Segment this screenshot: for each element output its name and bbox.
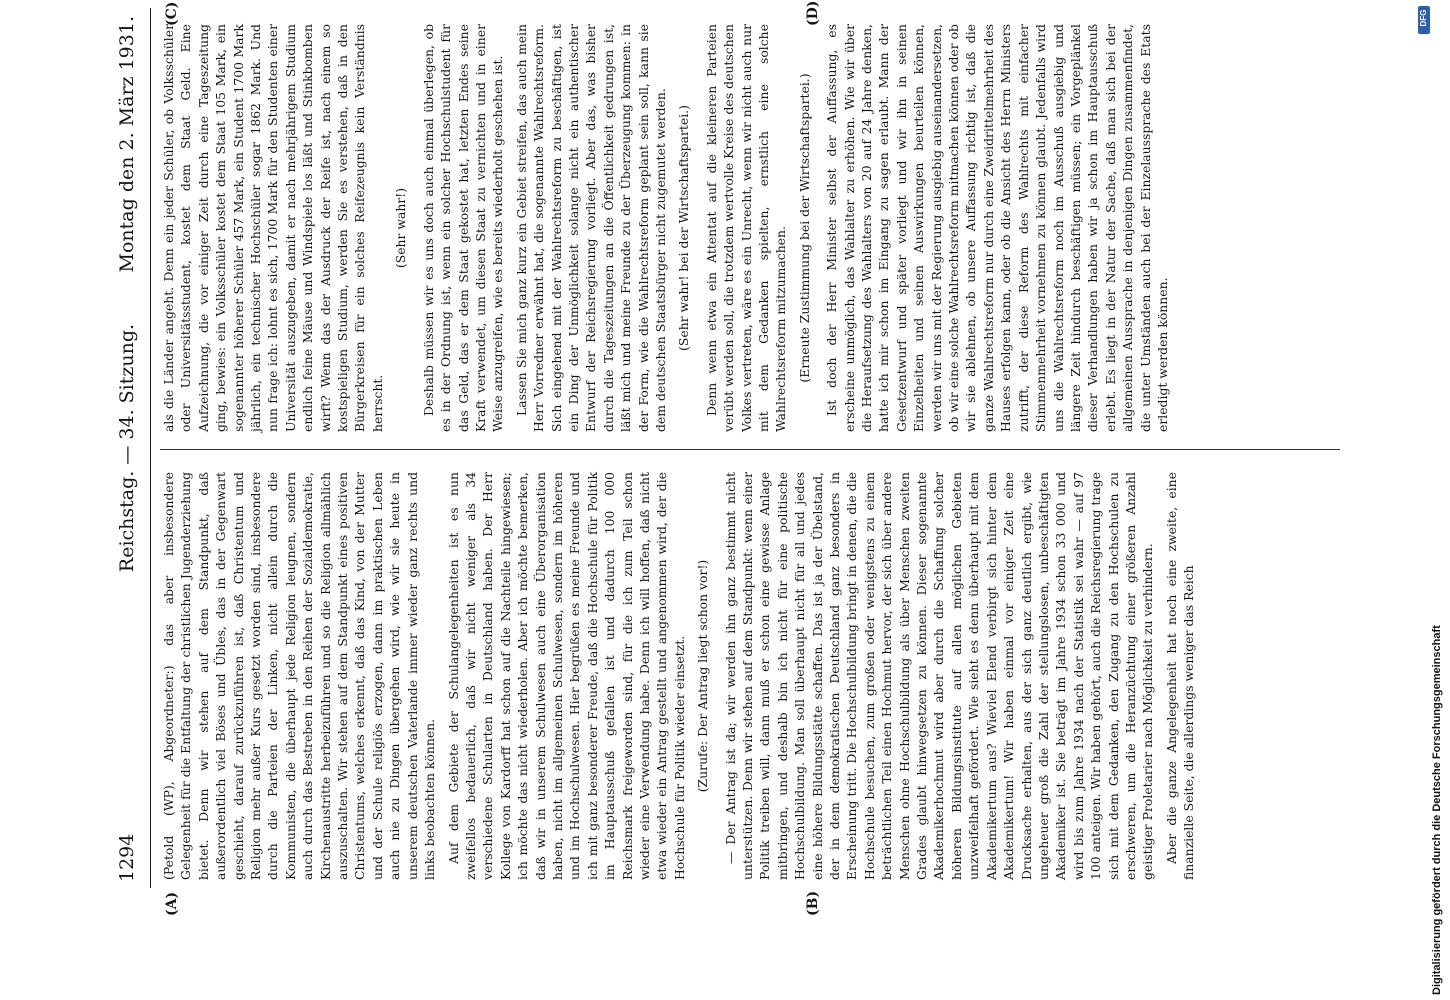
- funding-note: Digitalisierung gefördert durch die Deutsche Forschungsgemeinschaft: [1431, 625, 1443, 995]
- paragraph: Deshalb müssen wir es uns doch auch einmal überlegen, ob es in der Ordnung ist, wenn ein solcher Hochschulstudent für das Geld, das er dem Staat gekostet hat, letzten Endes seine Kraft verwendet, um diesen Staat zu vernichten und in einer Weise anzugreifen, wie es bereits wiederholt geschehen ist.: [420, 24, 506, 432]
- margin-mark-a: (A): [164, 891, 180, 916]
- rotated-document: [110, 0, 1350, 916]
- margin-mark-d: (D): [805, 0, 821, 26]
- paragraph: — Der Antrag ist da; wir werden ihn ganz bestimmt nicht unterstützen. Denn wir stehen auf dem Standpunkt: wenn einer Politik treiben will, dann muß er schon eine gewisse Anlage mitbringen, und deshalb bin ich nicht für eine politische Hochschulbildung. Man soll überhaupt nicht für all und jedes eine höhere Bildungsstätte schaffen. Das ist ja der Übelstand, der in dem demokratischen Deutschland ganz besonders in Erscheinung tritt. Die Hochschulbildung bringt in denen, die die Hochschule besuchen, zum großen oder wenigstens zu einem beträchtlichen Teil einen Hochmut hervor, der sich über andere Menschen ohne Hochschulbildung als über Menschen zweiten Grades glaubt hinwegsetzen zu können. Dieser sogenannte Akademikerhochmut wird aber durch die Schaffung solcher höheren Bildungsinstitute auf allen möglichen Gebieten unzweifelhaft gefördert. Wie sieht es denn überhaupt mit dem Akademikertum aus? Wieviel Elend verbirgt sich hinter dem Akademikertum! Wir haben einmal vor einiger Zeit eine Drucksache erhalten, aus der sich ganz deutlich ergibt, wie ungeheuer groß die Zahl der stellungslosen, unbeschäftigten Akademiker ist. Sie beträgt im Jahre 1934 schon 33 000 und wird bis zum Jahre 1934 nach der Statistik sei wahr — auf 97 100 anteigen. Wir haben gehört, auch die Reichsregierung trage sich mit dem Gedanken, den Zugang zu den Hochschulen zu erschweren, um die Heranzüchtung einer größeren Anzahl geistiger Proletarier nach Möglichkeit zu verhindern.: [722, 472, 1156, 880]
- paragraph: Ist doch der Herr Minister selbst der Auffassung, es erscheine unmöglich, das Wahlalter zu erhöhen. Wie wir über die Heraufsetzung des Wahlalters von 20 auf 24 Jahre denken, hatte ich mir schon im Eingang zu sagen erlaubt. Mann der Gesetzentwurf und später vorliegt und wir ihn in seinen Einzelheiten und seinen Auswirkungen beurteilen können, werden wir uns mit der Regierung ausgiebig auseinandersetzen, ob wir eine solche Wahlrechtsreform mitmachen können oder ob wir sie ablehnen, ob unsere Auffassung richtig ist, daß die ganze Wahlrechtsreform nur durch eine Zweidrittelmehrheit des Hauses erfolgen kann, oder ob die Ansicht des Herrn Ministers zutrifft, der diese Reform des Wahlrechts mit einfacher Stimmenmehrheit vornehmen zu können glaubt. Jedenfalls wird uns die Wahlrechtsreform noch im Ausschuß ausgiebig und längere Zeit hindurch beschäftigen müssen; ein Vorgeplänkel dieser Verhandlungen haben wir ja schon im Hauptausschuß erlebt. Es liegt in der Natur der Sache, daß man sich bei der allgemeinen Aussprache in denjenigen Dingen zusammenfindet, die unter Umständen auch bei der Einzelaussprache des Etats erledigt werden können.: [824, 24, 1170, 432]
- interjection: (Erneute Zustimmung bei der Wirtschaftspartei.): [796, 73, 812, 383]
- dfg-logo-text: DFG: [1419, 9, 1428, 27]
- paragraph: Aber die ganze Angelegenheit hat noch eine zweite, eine finanzielle Seite, die allerdings weniger das Reich: [1163, 472, 1197, 880]
- column-divider: [160, 449, 1340, 450]
- paragraph: Denn wenn etwa ein Attentat auf die kleineren Parteien verübt werden soll, die trotzdem wertvolle Kreise des deutschen Volkes vertreten, wäre es ein Unrecht, wenn wir nicht auch nur mit dem Gedanken spielten, ernstlich eine solche Wahlrechtsreform mitzumachen.: [703, 24, 789, 432]
- left-column: [160, 472, 1340, 880]
- dfg-logo-icon: [1418, 6, 1430, 34]
- margin-mark-c: (C): [164, 1, 180, 26]
- interjection: (Sehr wahr! bei der Wirtschaftspartei.): [676, 105, 692, 351]
- page-number: 1294: [116, 833, 138, 882]
- right-column: [160, 24, 1340, 432]
- interjection: (Zurufe: Der Antrag liegt schon vor!): [695, 559, 711, 793]
- text-columns: [160, 0, 1340, 916]
- funding-sidebar: [1402, 0, 1443, 1000]
- paragraph: Lassen Sie mich ganz kurz ein Gebiet streifen, das auch mein Herr Vorredner erwähnt hat, die sogenannte Wahlrechtsreform. Sich eingehend mit der Wahlrechtsreform zu beschäftigen, ist ein Ding der Unmöglichkeit solange nicht ein authentischer Entwurf der Reichsregierung vorliegt. Aber das, was bisher durch die Tageszeitungen an die Öffentlichkeit gedrungen ist, läßt mich und meine Freunde zu der Überzeugung kommen: in der Form, wie die Wahlrechtsreform geplant sein soll, kann sie dem deutschen Staatsbürger nicht zugemutet werden.: [513, 24, 668, 432]
- header-title: Reichstag. — 34. Sitzung.: [116, 323, 138, 573]
- paragraph: als die Länder angeht. Denn ein jeder Schüler, ob Volksschüler oder Universitätsstudent, kostet dem Staat Geld. Eine Aufzeichnung, die vor einiger Zeit durch eine Tageszeitung ging, bewies: ein Volksschüler kostet dem Staat 105 Mark, ein sogenannter höherer Schüler 457 Mark, ein Student 1700 Mark jährlich, ein technischer Hochschüler sogar 1862 Mark. Und nun frage ich: lohnt es sich, 1700 Mark für den Studenten einer Universität auszugeben, damit er nach mehrjährigem Studium endlich feine Mäuse und Windspiele los läßt und Stinkbomben wirft? Wenn das der Ausdruck der Reife ist, nach einem so kostspieligen Studium, werden Sie es verstehen, daß in den Bürgerkreisen für ein solches Reifezeugnis kein Verständnis herrscht.: [161, 24, 385, 432]
- margin-mark-b: (B): [805, 890, 821, 916]
- running-header: [110, 8, 151, 888]
- header-date: Montag den 2. März 1931.: [116, 16, 138, 273]
- paragraph: (Petold (WP), Abgeordneter:) das aber insbesondere Gelegenheit für die Entfaltung der christlichen Jugenderziehung bietet. Denn wir stehen auf dem Standpunkt, daß außerordentlich viel Böses und Übles, das in der Gegenwart geschieht, darauf zurückzuführen ist, daß Christentum und Religion mehr außer Kurs gesetzt worden sind, insbesondere durch die Parteien der Linken, nicht allein durch die Kommunisten, die überhaupt jede Religion leugnen, sondern auch durch das Bestreben in den Reihen der Sozialdemokratie, Kirchenaustritte herbeizuführen und so die Religion allmählich auszuschalten. Wir stehen auf dem Standpunkt eines positiven Christentums, welches erkennt, daß das Kind, von der Mutter und der Schule religiös erzogen, dann im praktischen Leben auch nie zu Dingen übergehen wird, wie wir sie heute in unserem deutschen Vaterlande immer wieder ganz rechts und links beobachten können.: [161, 472, 438, 880]
- interjection: (Sehr wahr!): [393, 187, 409, 269]
- paragraph: Auf dem Gebiete der Schulangelegenheiten ist es nun zweifellos bedauerlich, daß wir nicht weniger als 34 verschiedene Schularten in Deutschland haben. Der Herr Kollege von Kardorff hat schon auf die Nachteile hingewiesen; ich möchte das nicht wiederholen. Aber ich möchte bemerken, daß wir in unserem Schulwesen auch eine Überorganisation haben, nicht im allgemeinen Schulwesen, sondern im höheren und im Hochschulwesen. Hier begrüßen es meine Freunde und ich mit ganz besonderer Freude, daß die Hochschule für Politik im Hauptausschuß gefallen ist und dadurch 100 000 Reichsmark freigeworden sind, für die ich zum Teil schon wieder eine Verwendung habe. Denn ich will hoffen, daß nicht etwa wieder ein Antrag gestellt und angenommen wird, der die Hochschule für Politik wieder einsetzt.: [445, 472, 687, 880]
